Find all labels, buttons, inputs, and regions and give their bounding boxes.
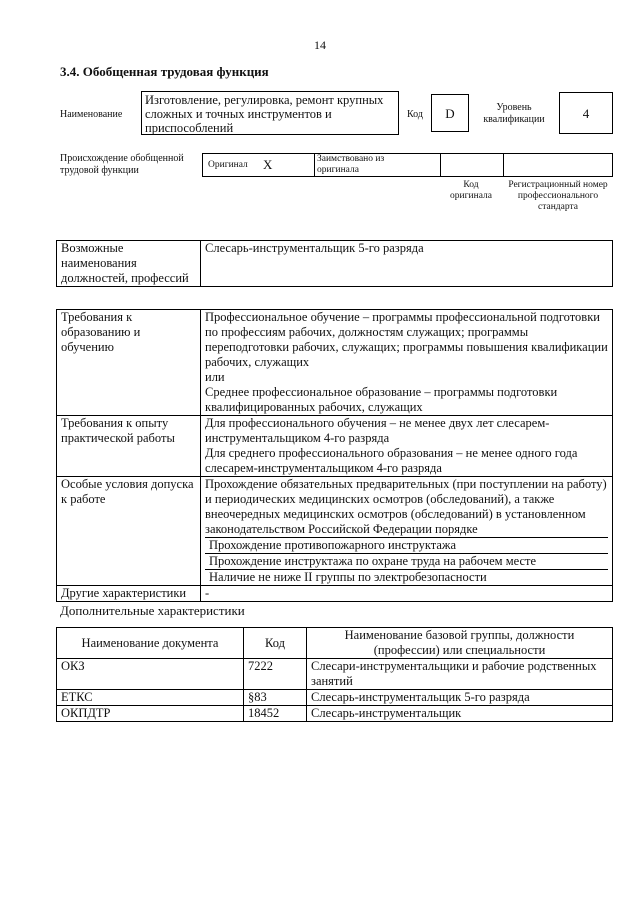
additional-title: Дополнительные характеристики: [60, 603, 245, 618]
doc-name-cell: ЕТКС: [57, 690, 244, 706]
condition-text: Прохождение обязательных предварительных (при поступлении на работу) и периодических медицинских осмотров (обследований), а также внеочередных медицинских осмотров (обследований) в установленном законодательством Российской Федерации порядке: [205, 477, 607, 536]
positions-value: Слесарь-инструментальщик 5-го разряда: [201, 241, 613, 287]
condition-text: Прохождение инструктажа по охране труда на рабочем месте: [205, 553, 608, 569]
group-name-cell: Слесарь-инструментальщик 5-го разряда: [307, 690, 613, 706]
page-number: 14: [314, 38, 326, 52]
table-row: [57, 690, 613, 706]
column-header: Наименование документа: [57, 628, 244, 659]
table-row: [57, 706, 613, 722]
additional-table: [56, 627, 613, 722]
name-value: Изготовление, регулировка, ремонт крупных сложных и точных инструментов и приспособлений: [141, 91, 399, 135]
group-name-cell: Слесари-инструментальщики и рабочие родственных занятий: [307, 659, 613, 690]
origin-box: [202, 153, 613, 177]
condition-text: Наличие не ниже II группы по электробезопасности: [205, 569, 608, 585]
conditions-label: Особые условия допуска к работе: [57, 477, 201, 586]
doc-name-cell: ОКЗ: [57, 659, 244, 690]
borrowed-label: Заимствовано из оригинала: [317, 154, 385, 175]
education-text: или: [205, 370, 225, 384]
experience-text: Для профессионального обучения – не менее двух лет слесарем-инструментальщиком 4-го разряда: [205, 416, 550, 445]
origin-divider: [314, 153, 315, 177]
doc-name-cell: ОКПДТР: [57, 706, 244, 722]
education-text: Профессиональное обучение – программы профессиональной подготовки по профессиям рабочих, должностям служащих; программы переподготовки рабочих, служащих; программы повышения квалификации рабочих, служащих: [205, 310, 608, 369]
condition-text: Прохождение противопожарного инструктажа: [205, 537, 608, 553]
requirements-table: [56, 309, 613, 602]
code-cell: 7222: [244, 659, 307, 690]
name-label: Наименование: [60, 109, 123, 120]
level-label: Уровень квалификации: [483, 102, 545, 125]
experience-text: Для среднего профессионального образования – не менее одного года слесарем-инструментальщиком 4-го разряда: [205, 446, 578, 475]
other-value: -: [201, 586, 613, 602]
group-name-cell: Слесарь-инструментальщик: [307, 706, 613, 722]
education-text: Среднее профессиональное образование – программы подготовки квалифицированных рабочих, служащих: [205, 385, 558, 414]
code-cell: §83: [244, 690, 307, 706]
column-header: Код: [244, 628, 307, 659]
level-value: 4: [559, 92, 613, 134]
education-label: Требования к образованию и обучению: [57, 310, 201, 416]
code-label: Код: [407, 109, 423, 120]
origin-divider: [440, 153, 441, 177]
original-mark: X: [263, 157, 273, 172]
origin-label: Происхождение обобщенной трудовой функции: [60, 153, 184, 176]
other-label: Другие характеристики: [57, 586, 201, 602]
positions-label: Возможные наименования должностей, профессий: [57, 241, 201, 287]
code-cell: 18452: [244, 706, 307, 722]
origin-divider: [503, 153, 504, 177]
experience-label: Требования к опыту практической работы: [57, 416, 201, 477]
code-value: D: [431, 94, 469, 132]
table-row: [57, 659, 613, 690]
code-original-label: Код оригинала: [450, 180, 492, 201]
original-label: Оригинал: [208, 160, 248, 170]
column-header: Наименование базовой группы, должности (профессии) или специальности: [307, 628, 613, 659]
positions-table: [56, 240, 613, 287]
reg-number-label: Регистрационный номер профессионального стандарта: [508, 180, 608, 212]
section-title: 3.4. Обобщенная трудовая функция: [60, 64, 269, 79]
